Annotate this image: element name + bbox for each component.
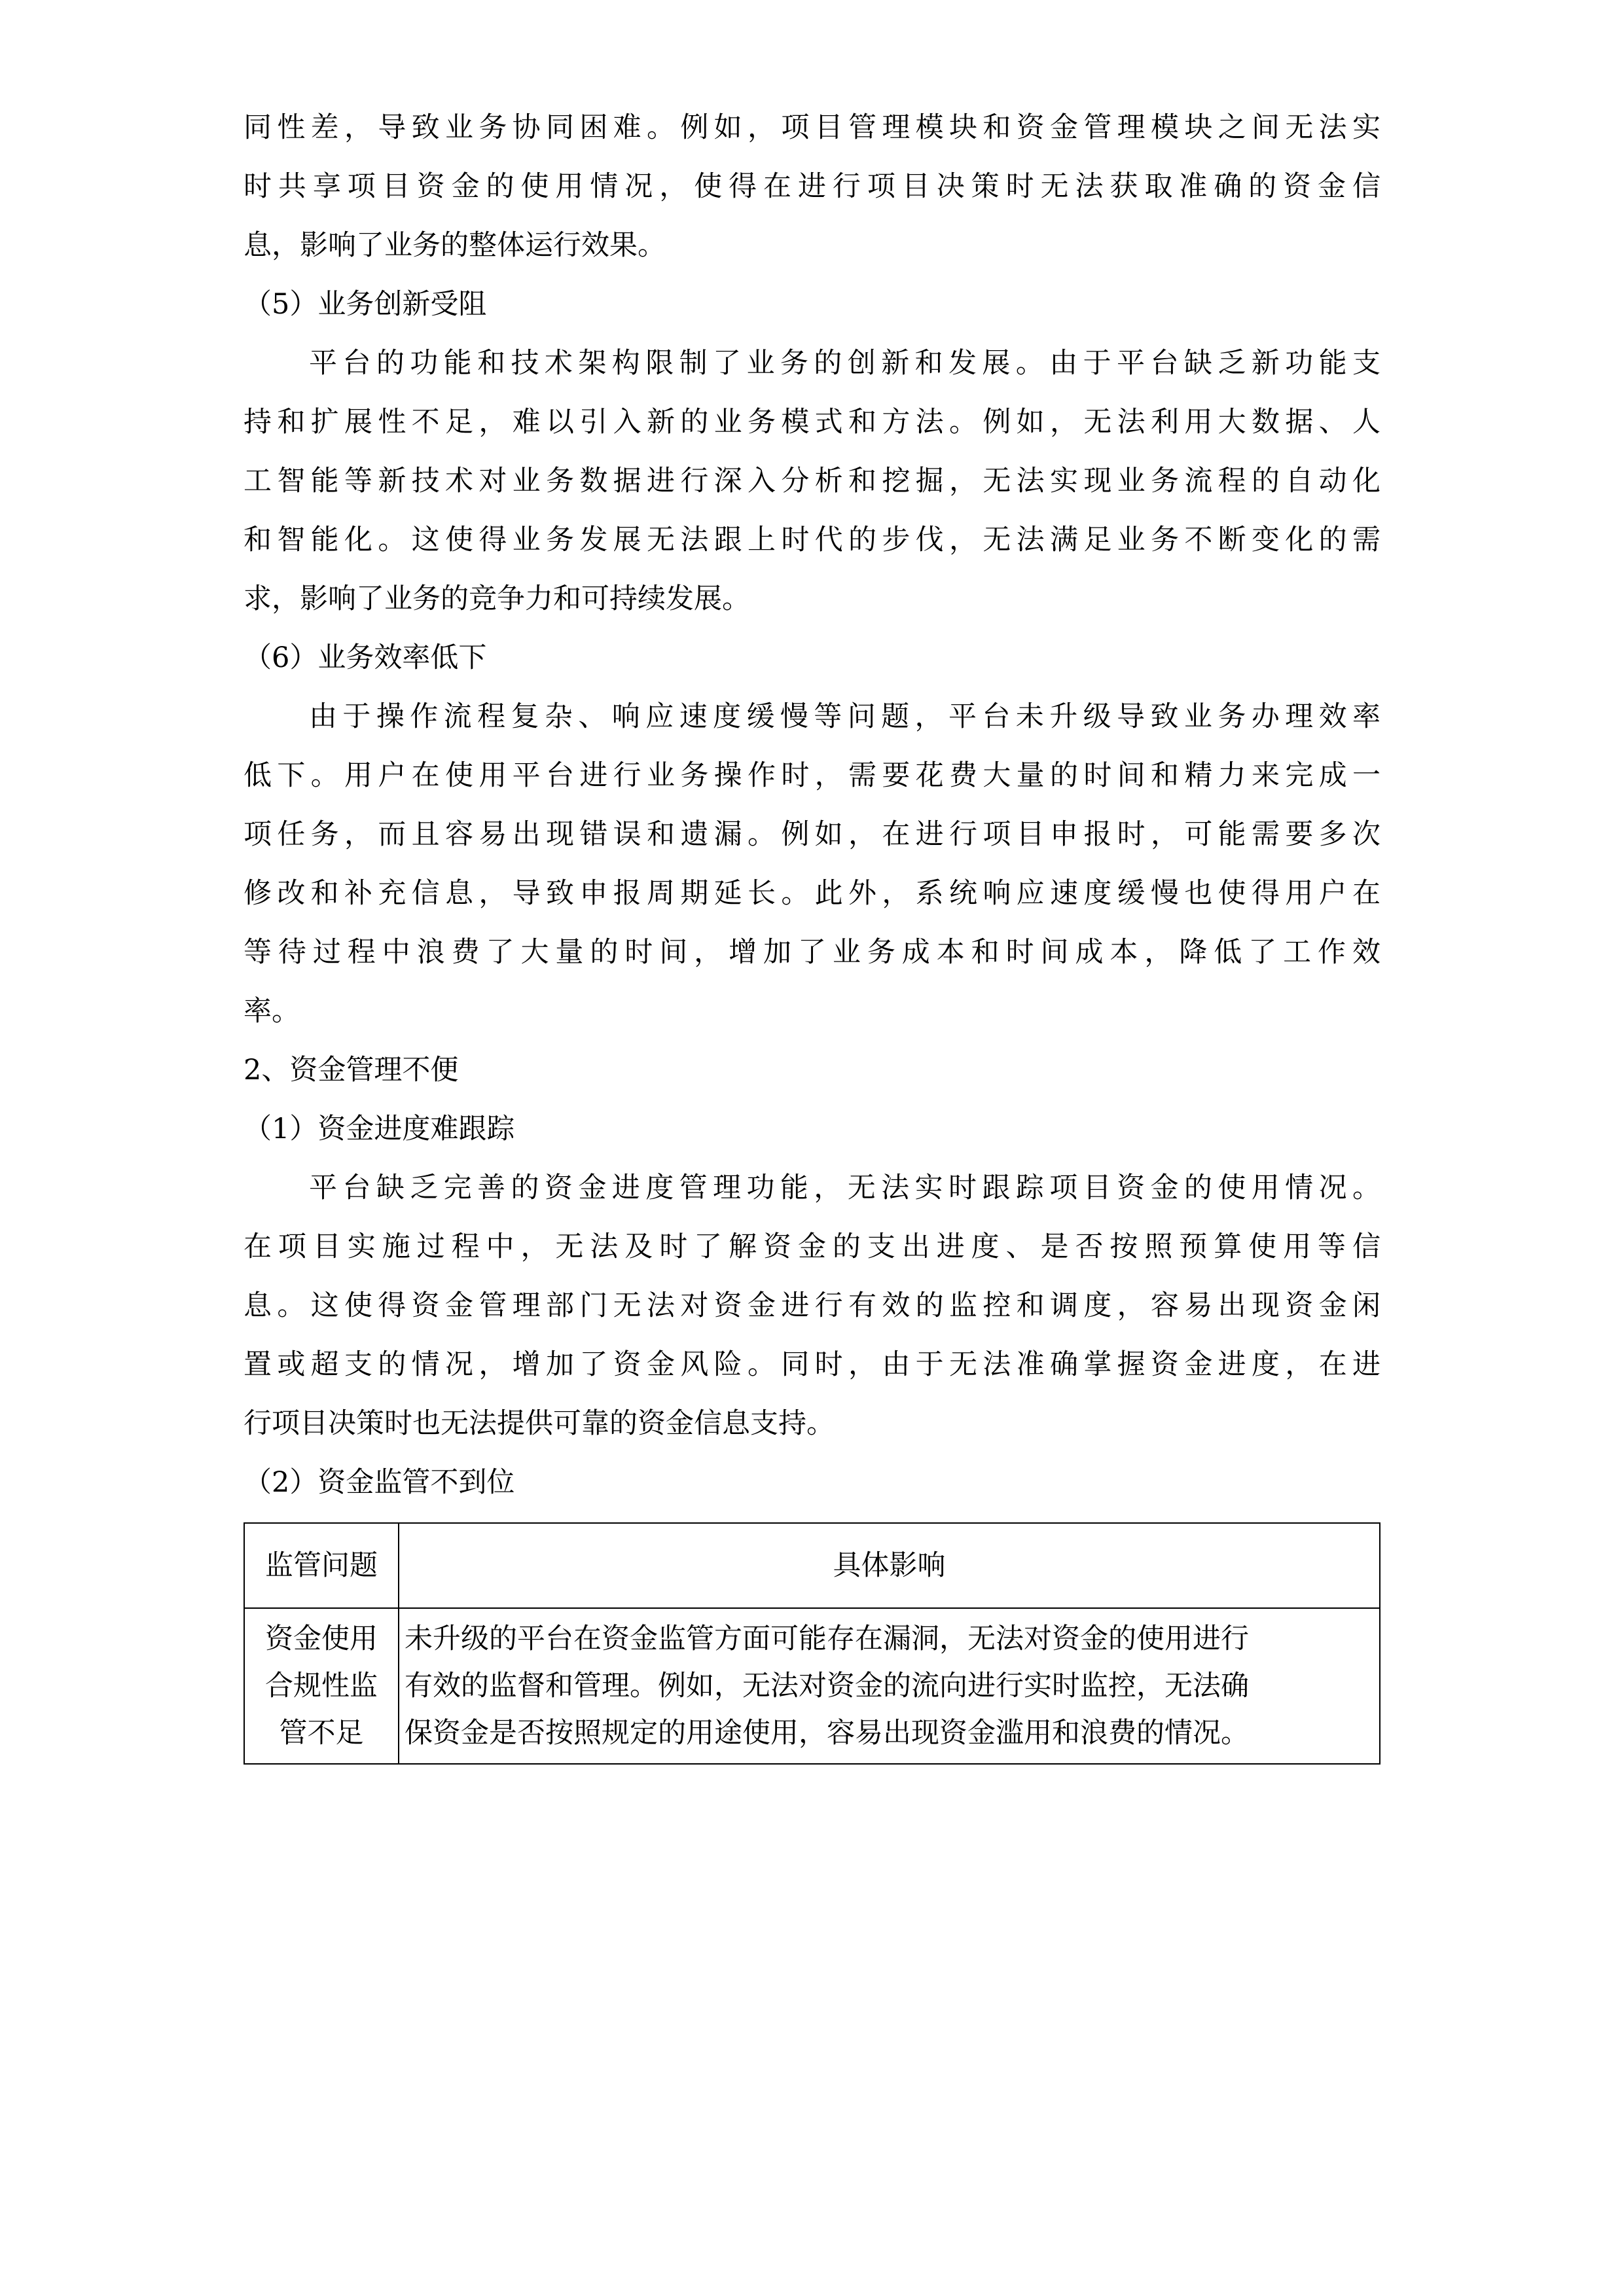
issue-line: 管不足	[279, 1717, 364, 1749]
body-line: 行项目决策时也无法提供可靠的资金信息支持。	[244, 1407, 835, 1440]
body-line: 时共享项目资金的使用情况，使得在进行项目决策时无法获取准确的资金信	[244, 170, 1380, 203]
section-business-efficiency	[244, 628, 1380, 1041]
paragraph-continuation	[244, 98, 1380, 275]
impact-line: 保资金是否按照规定的用途使用，容易出现资金滥用和浪费的情况。	[405, 1717, 1249, 1749]
impact-line: 未升级的平台在资金监管方面可能存在漏洞，无法对资金的使用进行	[405, 1623, 1249, 1655]
body-line: 同性差，导致业务协同困难。例如，项目管理模块和资金管理模块之间无法实	[244, 111, 1380, 144]
body-line: 低下。用户在使用平台进行业务操作时，需要花费大量的时间和精力来完成一	[244, 759, 1380, 792]
body-line: 项任务，而且容易出现错误和遗漏。例如，在进行项目申报时，可能需要多次	[244, 818, 1380, 851]
body-line: 等待过程中浪费了大量的时间，增加了业务成本和时间成本，降低了工作效	[244, 936, 1380, 969]
table-body	[244, 1608, 1380, 1764]
page-content	[244, 98, 1380, 1765]
body-line: 息。这使得资金管理部门无法对资金进行有效的监控和调度，容易出现资金闲	[244, 1289, 1380, 1322]
table-cell-issue	[244, 1608, 399, 1764]
body-line: 工智能等新技术对业务数据进行深入分析和挖掘，无法实现业务流程的自动化	[244, 465, 1380, 497]
body-line: 在项目实施过程中，无法及时了解资金的支出进度、是否按照预算使用等信	[244, 1230, 1380, 1263]
table-head	[244, 1523, 1380, 1608]
body-line: 息，影响了业务的整体运行效果。	[244, 229, 666, 262]
table-cell-impact	[399, 1608, 1380, 1764]
subsection-fund-progress-tracking	[244, 1100, 1380, 1453]
table-header-impact: 具体影响	[399, 1523, 1380, 1608]
body-line: 置或超支的情况，增加了资金风险。同时，由于无法准确掌握资金进度，在进	[244, 1348, 1380, 1381]
body-line: 持和扩展性不足，难以引入新的业务模式和方法。例如，无法利用大数据、人	[244, 406, 1380, 439]
body-line: 平台缺乏完善的资金进度管理功能，无法实时跟踪项目资金的使用情况。	[309, 1172, 1380, 1204]
body-line: 率。	[244, 995, 300, 1028]
table-row	[244, 1608, 1380, 1764]
section-business-innovation	[244, 275, 1380, 628]
body-line: 求，影响了业务的竞争力和可持续发展。	[244, 583, 750, 615]
section-heading: （5）业务创新受阻	[244, 288, 487, 321]
chapter-heading-funds-management: 2、资金管理不便	[244, 1054, 459, 1086]
body-line: 平台的功能和技术架构限制了业务的创新和发展。由于平台缺乏新功能支	[309, 347, 1380, 380]
issue-line: 资金使用	[265, 1623, 378, 1655]
issue-line: 合规性监	[265, 1670, 378, 1702]
subsection-heading: （1）资金进度难跟踪	[244, 1113, 515, 1145]
body-line: 由于操作流程复杂、响应速度缓慢等问题，平台未升级导致业务办理效率	[309, 700, 1380, 733]
body-line: 和智能化。这使得业务发展无法跟上时代的步伐，无法满足业务不断变化的需	[244, 524, 1380, 556]
subsection-heading-fund-supervision: （2）资金监管不到位	[244, 1466, 515, 1499]
body-line: 修改和补充信息，导致申报周期延长。此外，系统响应速度缓慢也使得用户在	[244, 877, 1380, 910]
table-header-issue: 监管问题	[244, 1523, 399, 1608]
impact-line: 有效的监督和管理。例如，无法对资金的流向进行实时监控，无法确	[405, 1670, 1249, 1702]
table-header-row	[244, 1523, 1380, 1608]
section-heading: （6）业务效率低下	[244, 641, 487, 674]
fund-supervision-table	[244, 1522, 1380, 1765]
